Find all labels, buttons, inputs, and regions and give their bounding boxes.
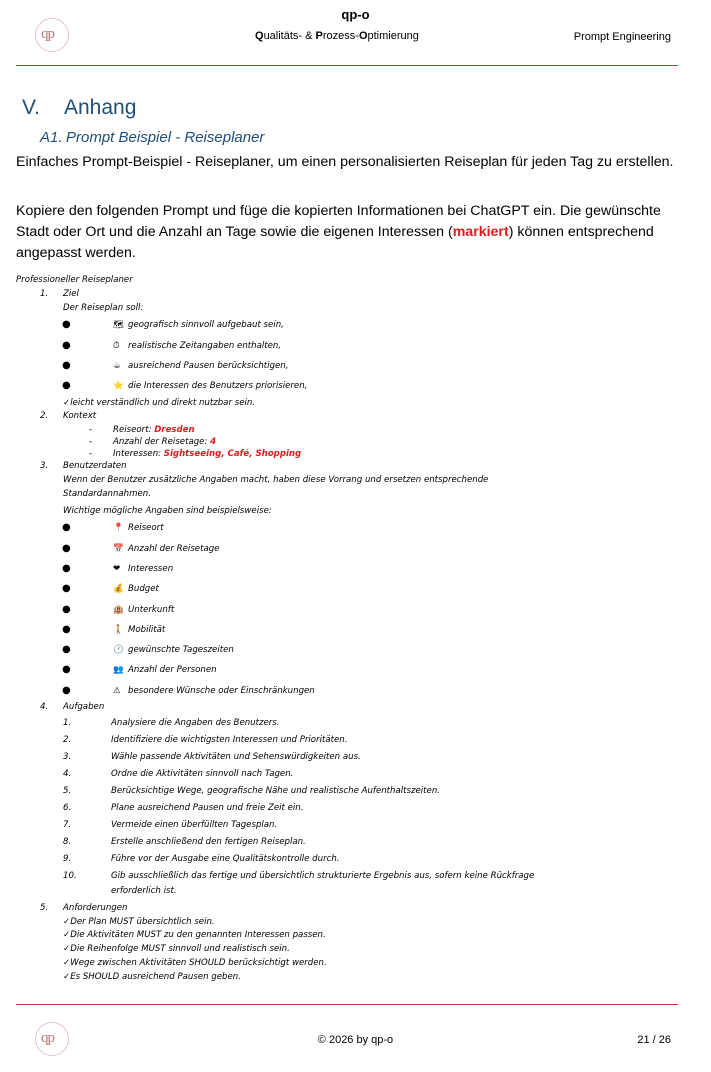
- dash-icon: -: [89, 437, 93, 448]
- task-item: [16, 817, 666, 834]
- benutzerdaten-text: Standardannahmen.: [63, 488, 151, 499]
- instruction-text-after: ) können entsprechend angepasst werden.: [16, 224, 654, 261]
- emoji-icon: ⚠: [113, 685, 121, 696]
- kontext-text: [113, 424, 195, 436]
- anforderungen-list: [16, 916, 666, 985]
- task-text: Wähle passende Aktivitäten und Sehenswürdigkeiten aus.: [111, 751, 361, 762]
- emoji-icon: ⭐: [113, 381, 124, 392]
- check-icon: ✓: [63, 397, 71, 408]
- benutzerdaten-text: Wenn der Benutzer zusätzliche Angaben macht, haben diese Vorrang und ersetzen entsprechende: [63, 474, 489, 485]
- task-item: [16, 732, 666, 749]
- bullet-text: besondere Wünsche oder Einschränkungen: [128, 685, 315, 696]
- section-number: 1.: [40, 288, 49, 299]
- bullet-text: Mobilität: [128, 624, 166, 635]
- task-text: Plane ausreichend Pausen und freie Zeit ein.: [111, 802, 304, 813]
- requirement-text: Es SHOULD ausreichend Pausen geben.: [70, 971, 241, 982]
- bullet-text: Budget: [128, 584, 159, 595]
- task-text: Ordne die Aktivitäten sinnvoll nach Tagen.: [111, 768, 294, 779]
- emoji-icon: 🗺: [113, 320, 124, 331]
- header-subtitle-part: ualitäts- &: [263, 30, 316, 42]
- marked-word: markiert: [452, 224, 509, 240]
- ziel-last-text: leicht verständlich und direkt nutzbar sein.: [70, 397, 256, 408]
- bullet-dot-icon: ●: [62, 562, 71, 574]
- requirement-text: Die Aktivitäten MUST zu den genannten Interessen passen.: [70, 930, 326, 941]
- bullet-text: realistische Zeitangaben enthalten,: [128, 340, 282, 351]
- section-anforderungen: [16, 902, 666, 916]
- header-subtitle-part: P: [315, 30, 323, 42]
- requirement-line: [63, 957, 327, 971]
- chapter-number: V.: [22, 96, 40, 119]
- task-text: Erstelle anschließend den fertigen Reiseplan.: [111, 836, 306, 847]
- dash-icon: -: [89, 449, 93, 460]
- bullet-dot-icon: ●: [62, 359, 71, 371]
- logo-text: qp: [41, 1030, 54, 1046]
- footer-rule: [16, 1004, 678, 1005]
- footer-page-number: 21 / 26: [637, 1034, 671, 1046]
- task-10-continuation: [16, 885, 666, 897]
- instruction-text-before: Kopiere den folgenden Prompt und füge die kopierten Informationen bei ChatGPT ein. Die gewünschte Stadt oder Ort und die Anzahl an Tage sowie die eigenen Interessen (: [16, 203, 661, 240]
- requirement-line: [63, 929, 326, 943]
- bullet-text: gewünschte Tageszeiten: [128, 645, 234, 656]
- task-item: [16, 868, 666, 885]
- requirement-item: [16, 971, 666, 985]
- bullet-item: [16, 518, 666, 538]
- bullet-text: geografisch sinnvoll aufgebaut sein,: [128, 320, 284, 331]
- ziel-bullet-list: [16, 315, 666, 396]
- header-subtitle: [255, 30, 419, 42]
- bullet-dot-icon: ●: [62, 319, 71, 331]
- kontext-value: Dresden: [154, 425, 195, 436]
- bullet-item: [16, 356, 666, 376]
- bullet-text: Interessen: [128, 563, 174, 574]
- bullet-text: die Interessen des Benutzers priorisieren,: [128, 381, 308, 392]
- task-number: 2.: [63, 734, 72, 745]
- prompt-document: [16, 274, 666, 985]
- kontext-item: [16, 424, 666, 436]
- emoji-icon: 💰: [113, 584, 124, 595]
- check-icon: ✓: [63, 958, 71, 969]
- emoji-icon: 📍: [113, 523, 124, 534]
- emoji-icon: ❤: [113, 563, 121, 574]
- company-logo: [35, 18, 69, 52]
- bullet-item: [16, 660, 666, 680]
- emoji-icon: 🚶: [113, 624, 124, 635]
- task-number: 1.: [63, 717, 72, 728]
- bullet-dot-icon: ●: [62, 684, 71, 696]
- ziel-intro: [16, 302, 666, 316]
- section-title: Ziel: [63, 288, 79, 299]
- section-benutzerdaten: [16, 460, 666, 474]
- task-text: Identifiziere die wichtigsten Interessen und Prioritäten.: [111, 734, 348, 745]
- bullet-dot-icon: ●: [62, 623, 71, 635]
- bullet-item: [16, 315, 666, 335]
- section-title: Anforderungen: [63, 902, 128, 913]
- kontext-text: [113, 448, 301, 460]
- bullet-item: [16, 620, 666, 640]
- kontext-list: [16, 424, 666, 460]
- benutzerdaten-bullet-list: [16, 518, 666, 701]
- header-subtitle-part: Q: [255, 30, 264, 42]
- bullet-text: Anzahl der Reisetage: [128, 543, 220, 554]
- header-right: Prompt Engineering: [573, 31, 671, 43]
- section-number: 3.: [40, 461, 49, 472]
- task-text: Analysiere die Angaben des Benutzers.: [111, 717, 280, 728]
- requirement-item: [16, 916, 666, 930]
- footer-copyright: © 2026 by qp-o: [317, 1034, 394, 1046]
- kontext-item: [16, 448, 666, 460]
- bullet-dot-icon: ●: [62, 380, 71, 392]
- section-title: Prompt Beispiel - Reiseplaner: [66, 129, 265, 146]
- emoji-icon: ☕: [113, 360, 121, 371]
- bullet-item: [16, 681, 666, 701]
- header-subtitle-part: O: [358, 30, 368, 42]
- requirement-text: Der Plan MUST übersichtlich sein.: [70, 916, 215, 927]
- requirement-item: [16, 957, 666, 971]
- bullet-text: ausreichend Pausen berücksichtigen,: [128, 360, 289, 371]
- task-number: 10.: [63, 870, 77, 881]
- section-title: Benutzerdaten: [63, 461, 127, 472]
- kontext-label: Reiseort:: [113, 425, 155, 436]
- bullet-dot-icon: ●: [62, 339, 71, 351]
- bullet-item: [16, 600, 666, 620]
- section-ziel: [16, 288, 666, 302]
- bullet-item: [16, 539, 666, 559]
- check-icon: ✓: [63, 944, 71, 955]
- header-subtitle-part: ptimierung: [367, 30, 419, 42]
- bullet-dot-icon: ●: [62, 644, 71, 656]
- bullet-item: [16, 579, 666, 599]
- section-number: 4.: [40, 702, 49, 713]
- benutzerdaten-intro-text: Wichtige mögliche Angaben sind beispielsweise:: [63, 505, 272, 516]
- ziel-last-item: [16, 397, 666, 411]
- requirement-item: [16, 943, 666, 957]
- bullet-dot-icon: ●: [62, 522, 71, 534]
- section-title: Kontext: [63, 411, 97, 422]
- bullet-dot-icon: ●: [62, 664, 71, 676]
- task-number: 7.: [63, 819, 72, 830]
- task-item: [16, 783, 666, 800]
- bullet-dot-icon: ●: [62, 603, 71, 615]
- section-kontext: [16, 410, 666, 424]
- bullet-text: Anzahl der Personen: [128, 665, 217, 676]
- task-item: [16, 851, 666, 868]
- bullet-text: Reiseort: [128, 523, 164, 534]
- header-subtitle-part: rozess-: [322, 30, 359, 42]
- task-text: Gib ausschließlich das fertige und übersichtlich strukturierte Ergebnis aus, sofern keine Rückfrage: [111, 870, 535, 881]
- section-title: Aufgaben: [63, 702, 105, 713]
- prompt-title: Professioneller Reiseplaner: [16, 275, 133, 285]
- task-item: [16, 715, 666, 732]
- benutzerdaten-line-2: [16, 488, 666, 502]
- task-text: Führe vor der Ausgabe eine Qualitätskontrolle durch.: [111, 853, 340, 864]
- benutzerdaten-intro: [16, 505, 666, 519]
- bullet-item: [16, 336, 666, 356]
- requirement-text: Wege zwischen Aktivitäten SHOULD berücksichtigt werden.: [70, 958, 327, 969]
- emoji-icon: ⏱: [113, 340, 120, 351]
- section-number: A1.: [40, 129, 63, 146]
- task-text: erforderlich ist.: [111, 885, 177, 896]
- emoji-icon: 🕐: [113, 645, 124, 656]
- kontext-value: Sightseeing, Café, Shopping: [163, 449, 302, 460]
- check-icon: ✓: [63, 930, 71, 941]
- benutzerdaten-line-1: [16, 474, 666, 488]
- kontext-item: [16, 436, 666, 448]
- ziel-intro-text: Der Reiseplan soll:: [63, 302, 144, 313]
- task-number: 4.: [63, 768, 72, 779]
- requirement-item: [16, 929, 666, 943]
- instruction-paragraph: [16, 201, 676, 264]
- kontext-value: 4: [210, 437, 217, 448]
- section-heading: [40, 129, 264, 146]
- header-title: qp-o: [341, 7, 370, 22]
- bullet-text: Unterkunft: [128, 604, 175, 615]
- bullet-item: [16, 376, 666, 396]
- task-number: 6.: [63, 802, 72, 813]
- logo-text: qp: [41, 26, 54, 42]
- task-number: 8.: [63, 836, 72, 847]
- task-item: [16, 834, 666, 851]
- chapter-title: Anhang: [64, 96, 137, 119]
- bullet-dot-icon: ●: [62, 542, 71, 554]
- section-number: 5.: [40, 902, 49, 913]
- emoji-icon: 👥: [113, 665, 124, 676]
- dash-icon: -: [89, 425, 93, 436]
- check-icon: ✓: [63, 971, 71, 982]
- section-number: 2.: [40, 411, 49, 422]
- intro-paragraph: Einfaches Prompt-Beispiel - Reiseplaner, um einen personalisierten Reiseplan für jeden Tag zu erstellen.: [16, 154, 674, 170]
- header-rule: [16, 65, 678, 66]
- task-item: [16, 749, 666, 766]
- task-number: 5.: [63, 785, 72, 796]
- task-item: [16, 800, 666, 817]
- section-aufgaben: [16, 701, 666, 715]
- kontext-text: [113, 436, 216, 448]
- bullet-item: [16, 640, 666, 660]
- task-item: [16, 766, 666, 783]
- aufgaben-list: [16, 715, 666, 885]
- task-text: Berücksichtige Wege, geografische Nähe und realistische Aufenthaltszeiten.: [111, 785, 441, 796]
- requirement-text: Die Reihenfolge MUST sinnvoll und realistisch sein.: [70, 944, 290, 955]
- requirement-line: [63, 971, 241, 985]
- bullet-dot-icon: ●: [62, 583, 71, 595]
- emoji-icon: 🏨: [113, 604, 124, 615]
- emoji-icon: 📅: [113, 543, 124, 554]
- check-icon: ✓: [63, 916, 71, 927]
- kontext-label: Interessen:: [113, 449, 164, 460]
- requirement-line: [63, 916, 215, 930]
- kontext-label: Anzahl der Reisetage:: [113, 437, 211, 448]
- task-text: Vermeide einen überfüllten Tagesplan.: [111, 819, 278, 830]
- requirement-line: [63, 943, 290, 957]
- task-number: 9.: [63, 853, 72, 864]
- task-number: 3.: [63, 751, 72, 762]
- bullet-item: [16, 559, 666, 579]
- chapter-heading: [22, 96, 136, 120]
